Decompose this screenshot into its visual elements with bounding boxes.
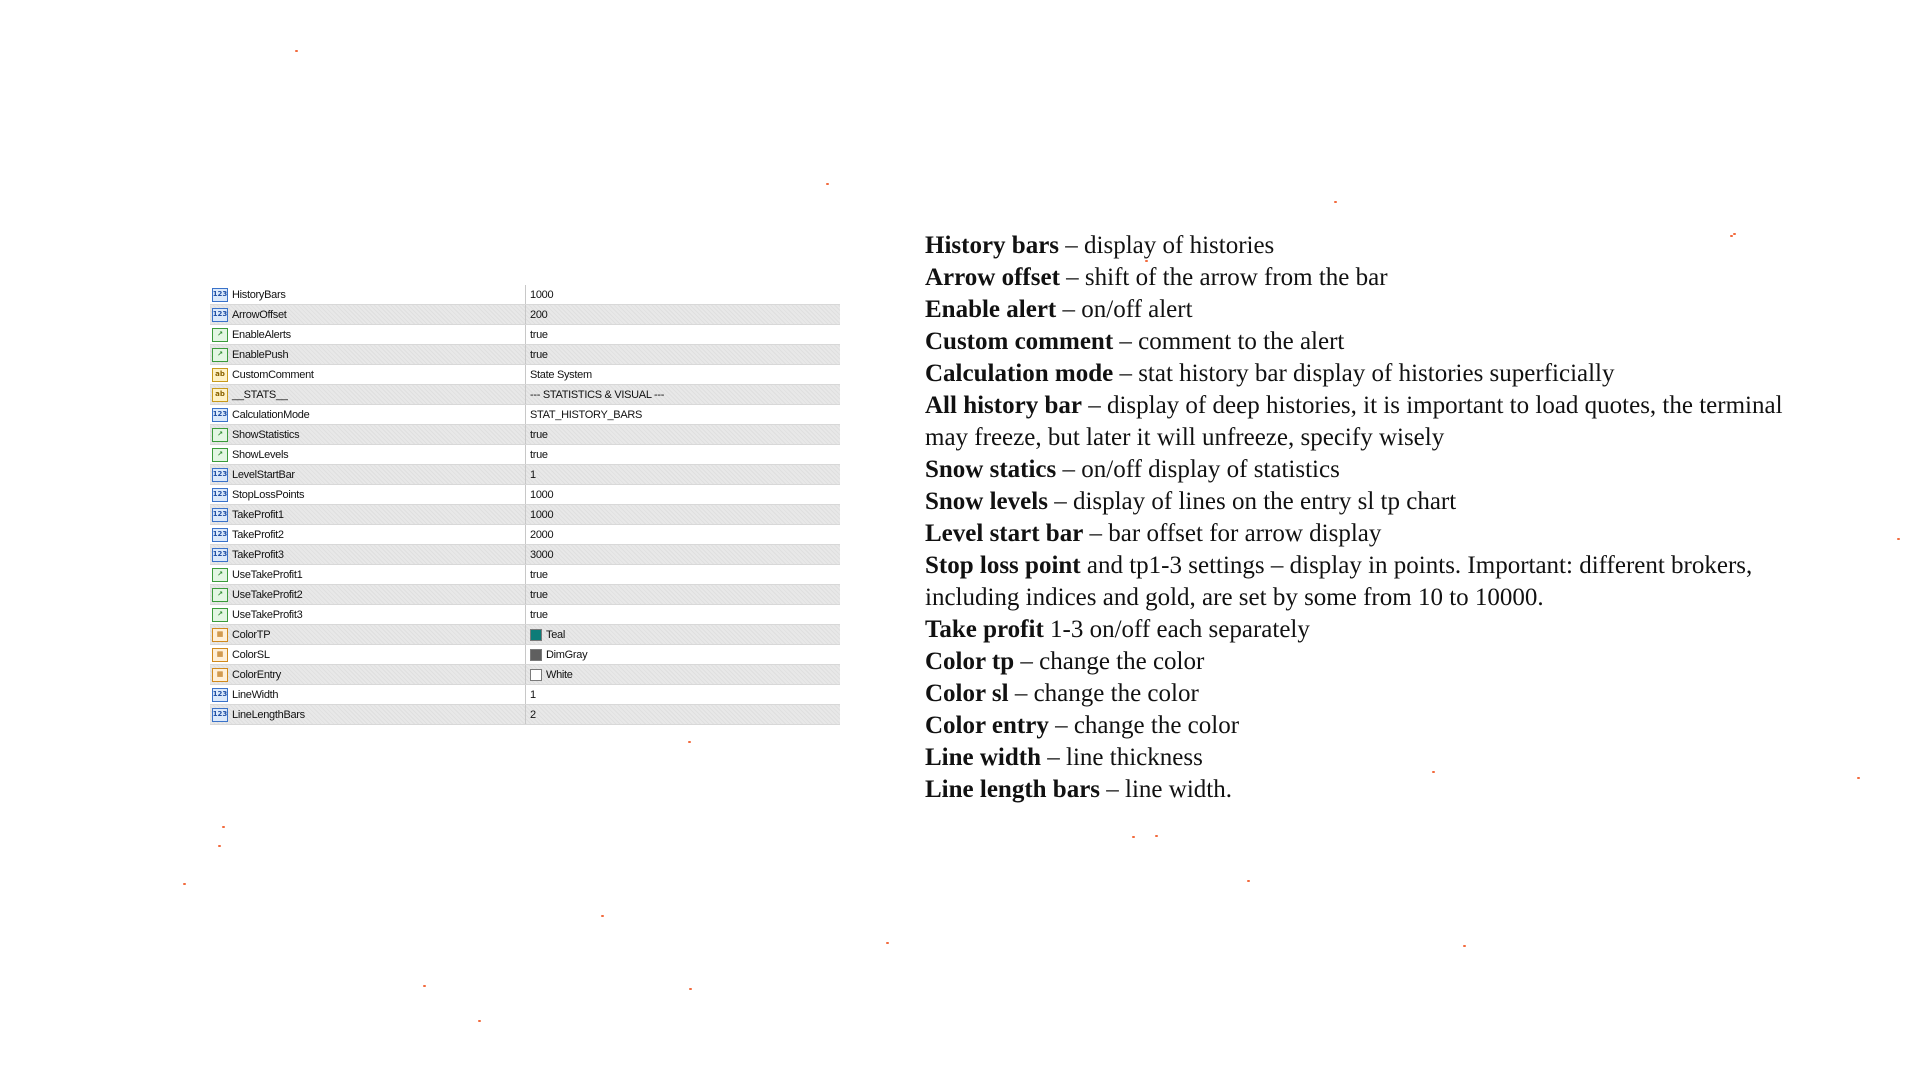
property-name-cell[interactable] [210,645,526,664]
property-value-cell[interactable] [526,425,840,444]
property-name-cell[interactable] [210,605,526,624]
property-name: CustomComment [232,368,314,381]
description-line [925,326,1825,358]
bool-icon: ↗ [212,428,228,442]
settings-row[interactable] [210,685,840,705]
settings-row[interactable] [210,645,840,665]
property-name-cell[interactable] [210,425,526,444]
property-value: 2 [530,708,536,721]
orange-speck [1857,777,1860,779]
description-term: Color sl [925,680,1009,707]
property-name-cell[interactable] [210,465,526,484]
color-icon: ▦ [212,668,228,682]
orange-speck [688,741,691,743]
description-line [925,294,1825,326]
orange-speck [1897,538,1900,540]
description-text: – line thickness [1041,744,1203,771]
description-text: – line width. [1100,776,1232,803]
orange-speck [423,985,426,987]
color-swatch [530,649,542,661]
settings-row[interactable] [210,625,840,645]
description-text: – bar offset for arrow display [1083,520,1382,547]
property-name: ColorSL [232,648,270,661]
property-value-cell[interactable] [526,285,840,304]
description-text: – display of deep histories, it is important to load quotes, the terminal may freeze, but later it will unfreeze, specify wisely [925,392,1783,451]
description-line [925,358,1825,390]
property-name: CalculationMode [232,408,310,421]
property-value: --- STATISTICS & VISUAL --- [530,388,665,401]
description-text: – shift of the arrow from the bar [1059,264,1388,291]
settings-row[interactable] [210,705,840,725]
bool-icon: ↗ [212,328,228,342]
property-name-cell[interactable] [210,685,526,704]
property-name-cell[interactable] [210,385,526,404]
property-value: true [530,568,548,581]
property-value: 200 [530,308,548,321]
property-name-cell[interactable] [210,305,526,324]
property-name: EnableAlerts [232,328,291,341]
string-icon: ab [212,368,228,382]
description-term: Line length bars [925,776,1101,803]
property-value: true [530,428,548,441]
property-name: TakeProfit2 [232,528,284,541]
property-value-cell[interactable] [526,325,840,344]
property-name-cell[interactable] [210,445,526,464]
description-term: Snow statics [925,456,1057,483]
description-text: – comment to the alert [1113,328,1345,355]
string-icon: ab [212,388,228,402]
property-value-cell[interactable] [526,445,840,464]
settings-row[interactable] [210,565,840,585]
settings-row[interactable] [210,525,840,545]
property-value: true [530,348,548,361]
property-name: LineWidth [232,688,279,701]
orange-speck [218,845,221,847]
property-name: TakeProfit1 [232,508,284,521]
property-name: UseTakeProfit2 [232,588,303,601]
property-value-cell[interactable] [526,385,840,404]
property-name-cell[interactable] [210,665,526,684]
property-value-cell[interactable] [526,405,840,424]
description-term: All history bar [925,392,1082,419]
property-name: ColorTP [232,628,271,641]
property-value: true [530,608,548,621]
settings-row[interactable] [210,325,840,345]
orange-speck [1730,235,1733,237]
property-value: State System [530,368,592,381]
description-text: – change the color [1014,648,1205,675]
property-name-cell[interactable] [210,705,526,724]
property-value-cell[interactable] [526,505,840,524]
int-icon: 123 [212,688,228,702]
property-value-cell[interactable] [526,665,840,684]
int-icon: 123 [212,468,228,482]
orange-speck [1247,880,1250,882]
property-value: 1000 [530,288,554,301]
description-term: Custom comment [925,328,1114,355]
property-value: 1 [530,468,536,481]
property-value: true [530,448,548,461]
description-line [925,710,1825,742]
property-name: UseTakeProfit3 [232,608,303,621]
property-value-cell[interactable] [526,705,840,724]
property-name: LineLengthBars [232,708,305,721]
property-value-cell[interactable] [526,465,840,484]
description-line [925,678,1825,710]
property-name-cell[interactable] [210,625,526,644]
int-icon: 123 [212,508,228,522]
orange-speck [1334,201,1337,203]
settings-row[interactable] [210,445,840,465]
property-name: EnablePush [232,348,289,361]
property-name-cell[interactable] [210,285,526,304]
property-value-cell[interactable] [526,685,840,704]
property-value-cell[interactable] [526,305,840,324]
description-text: – change the color [1048,712,1240,739]
orange-speck [1733,233,1736,235]
property-value-cell[interactable] [526,525,840,544]
property-name-cell[interactable] [210,405,526,424]
description-text: – display of lines on the entry sl tp chart [1047,488,1457,515]
description-line [925,230,1825,262]
orange-speck [886,942,889,944]
settings-row[interactable] [210,405,840,425]
property-value: 1 [530,688,536,701]
description-term: Snow levels [925,488,1048,515]
property-value: 2000 [530,528,554,541]
settings-description [925,230,1825,806]
description-line [925,518,1825,550]
property-name: __STATS__ [232,388,288,401]
orange-speck [1132,836,1135,838]
description-text: – on/off alert [1056,296,1193,323]
description-term: Enable alert [925,296,1057,323]
description-term: Stop loss point [925,552,1081,579]
description-text: – display of histories [1059,232,1275,259]
description-line [925,262,1825,294]
int-icon: 123 [212,708,228,722]
property-name-cell[interactable] [210,365,526,384]
property-value-cell[interactable] [526,645,840,664]
property-name-cell[interactable] [210,525,526,544]
int-icon: 123 [212,408,228,422]
property-value-cell[interactable] [526,605,840,624]
settings-row[interactable] [210,345,840,365]
color-swatch [530,629,542,641]
int-icon: 123 [212,488,228,502]
property-value-cell[interactable] [526,365,840,384]
color-icon: ▦ [212,628,228,642]
property-value: Teal [546,628,565,641]
property-name-cell[interactable] [210,505,526,524]
description-line [925,742,1825,774]
orange-speck [826,183,829,185]
orange-speck [478,1020,481,1022]
property-name: ColorEntry [232,668,281,681]
description-term: Take profit [925,616,1044,643]
property-value: 1000 [530,488,554,501]
property-name-cell[interactable] [210,565,526,584]
int-icon: 123 [212,308,228,322]
property-value-cell[interactable] [526,485,840,504]
bool-icon: ↗ [212,608,228,622]
description-line [925,454,1825,486]
orange-speck [1155,835,1158,837]
property-name: HistoryBars [232,288,286,301]
description-term: Calculation mode [925,360,1114,387]
bool-icon: ↗ [212,348,228,362]
orange-speck [1432,771,1435,773]
property-value: 3000 [530,548,554,561]
property-name-cell[interactable] [210,345,526,364]
property-value: DimGray [546,648,588,661]
settings-row[interactable] [210,505,840,525]
description-text: and tp1-3 settings – display in points. Important: different brokers, including indices and gold, are set by some from 10 to 10000. [925,552,1753,611]
settings-grid [210,285,840,725]
int-icon: 123 [212,288,228,302]
orange-speck [295,50,298,52]
description-text: – stat history bar display of histories superficially [1113,360,1615,387]
property-name: UseTakeProfit1 [232,568,303,581]
description-term: Line width [925,744,1042,771]
description-line [925,390,1825,454]
property-value: true [530,588,548,601]
description-line [925,550,1825,614]
description-line [925,646,1825,678]
property-name-cell[interactable] [210,485,526,504]
orange-speck [689,988,692,990]
color-icon: ▦ [212,648,228,662]
description-line [925,486,1825,518]
description-line [925,774,1825,806]
settings-row[interactable] [210,485,840,505]
settings-row[interactable] [210,285,840,305]
property-value-cell[interactable] [526,345,840,364]
property-name: ShowLevels [232,448,289,461]
property-name: StopLossPoints [232,488,305,501]
orange-speck [183,883,186,885]
int-icon: 123 [212,548,228,562]
property-name-cell[interactable] [210,545,526,564]
int-icon: 123 [212,528,228,542]
property-value: STAT_HISTORY_BARS [530,408,643,421]
description-term: Level start bar [925,520,1084,547]
property-value-cell[interactable] [526,585,840,604]
property-name: TakeProfit3 [232,548,284,561]
description-text: – change the color [1008,680,1199,707]
property-name: ShowStatistics [232,428,300,441]
settings-row[interactable] [210,425,840,445]
property-value: true [530,328,548,341]
color-swatch [530,669,542,681]
settings-row[interactable] [210,465,840,485]
orange-speck [601,915,604,917]
property-value: White [546,668,573,681]
description-term: History bars [925,232,1060,259]
property-name: ArrowOffset [232,308,287,321]
orange-speck [222,826,225,828]
description-term: Color entry [925,712,1049,739]
property-value-cell[interactable] [526,625,840,644]
property-name-cell[interactable] [210,325,526,344]
property-value-cell[interactable] [526,545,840,564]
settings-row[interactable] [210,545,840,565]
description-term: Arrow offset [925,264,1060,291]
settings-row[interactable] [210,385,840,405]
description-text: – on/off display of statistics [1056,456,1340,483]
description-line [925,614,1825,646]
description-text: 1-3 on/off each separately [1043,616,1310,643]
property-value-cell[interactable] [526,565,840,584]
property-name: LevelStartBar [232,468,295,481]
orange-speck [1145,260,1148,262]
settings-row[interactable] [210,365,840,385]
property-name-cell[interactable] [210,585,526,604]
bool-icon: ↗ [212,588,228,602]
description-term: Color tp [925,648,1015,675]
bool-icon: ↗ [212,568,228,582]
bool-icon: ↗ [212,448,228,462]
settings-row[interactable] [210,585,840,605]
settings-row[interactable] [210,605,840,625]
settings-row[interactable] [210,305,840,325]
settings-row[interactable] [210,665,840,685]
property-value: 1000 [530,508,554,521]
orange-speck [1463,945,1466,947]
